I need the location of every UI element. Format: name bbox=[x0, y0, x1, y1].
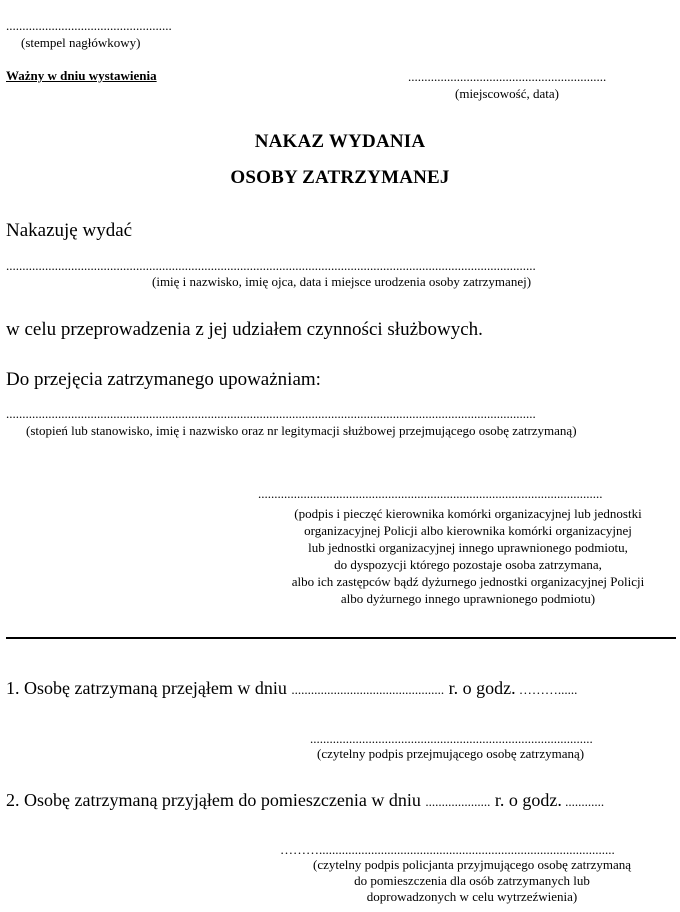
stamp-label: (stempel nagłówkowy) bbox=[21, 35, 141, 50]
issuer-signature-dots: .......................................................................................................... bbox=[258, 486, 603, 501]
section1-date-dots: ............................................... bbox=[291, 682, 445, 697]
person-label: (imię i nazwisko, imię ojca, data i miejsce urodzenia osoby zatrzymanej) bbox=[152, 274, 532, 289]
section1-text: 1. Osobę zatrzymaną przejąłem w dniu bbox=[6, 678, 287, 698]
section-divider bbox=[6, 637, 676, 639]
place-date-dots: ............................................................. bbox=[408, 69, 607, 84]
authorize-text: Do przejęcia zatrzymanego upoważniam: bbox=[6, 369, 321, 390]
section1-line bbox=[6, 678, 577, 699]
section1-hour-text: r. o godz. bbox=[444, 678, 516, 698]
purpose-text: w celu przeprowadzenia z jej udziałem czynności służbowych. bbox=[6, 319, 483, 340]
section2-text: 2. Osobę zatrzymaną przyjąłem do pomieszczenia w dniu bbox=[6, 790, 421, 810]
section2-hour-text: r. o godz. bbox=[490, 790, 562, 810]
section2-signature-label-line: (czytelny podpis policjanta przyjmującego osobę zatrzymaną bbox=[312, 857, 632, 872]
section1-hour-dots: ………...... bbox=[515, 682, 578, 697]
section2-signature-label-line: do pomieszczenia dla osób zatrzymanych lub bbox=[354, 873, 590, 888]
issuer-signature-label-line: lub jednostki organizacyjnej innego uprawnionego podmiotu, bbox=[308, 540, 628, 555]
section1-signature-dots: ....................................................................................... bbox=[310, 731, 593, 746]
issuer-signature-label-line: albo dyżurnego innego uprawnionego podmiotu) bbox=[340, 591, 596, 606]
place-date-label: (miejscowość, data) bbox=[455, 86, 559, 101]
section2-hour-dots: ............ bbox=[561, 794, 605, 809]
issuer-signature-label-line: organizacyjnej Policji albo kierownika komórki organizacyjnej bbox=[304, 523, 632, 538]
officer-label: (stopień lub stanowisko, imię i nazwisko oraz nr legitymacji służbowej przejmującego osobę zatrzymaną) bbox=[26, 423, 577, 438]
section2-signature-label-line: doprowadzonych w celu wytrzeźwienia) bbox=[366, 889, 578, 904]
section1-signature-label: (czytelny podpis przejmującego osobę zatrzymaną) bbox=[317, 746, 585, 761]
officer-dots: ................................................................................................................................................................... bbox=[6, 406, 536, 421]
section2-date-dots: .................... bbox=[425, 794, 491, 809]
issuer-signature-label-line: (podpis i pieczęć kierownika komórki organizacyjnej lub jednostki bbox=[294, 506, 642, 521]
issuer-signature-label-line: albo ich zastępców bądź dyżurnego jednostki organizacyjnej Policji bbox=[291, 574, 645, 589]
issuer-signature-label-line: do dyspozycji którego pozostaje osoba zatrzymana, bbox=[334, 557, 602, 572]
order-text: Nakazuję wydać bbox=[6, 220, 133, 241]
document-title-line1: NAKAZ WYDANIA bbox=[254, 131, 426, 152]
stamp-dots: ................................................... bbox=[6, 18, 172, 33]
issuer-signature-label bbox=[258, 505, 678, 607]
person-dots: ................................................................................................................................................................... bbox=[6, 258, 536, 273]
section2-signature-dots: ………........................................................................................... bbox=[280, 842, 615, 857]
document-title-line2: OSOBY ZATRZYMANEJ bbox=[230, 167, 450, 188]
section2-signature-label bbox=[262, 857, 680, 905]
section2-line bbox=[6, 790, 604, 811]
valid-date-label: Ważny w dniu wystawienia bbox=[6, 68, 157, 83]
